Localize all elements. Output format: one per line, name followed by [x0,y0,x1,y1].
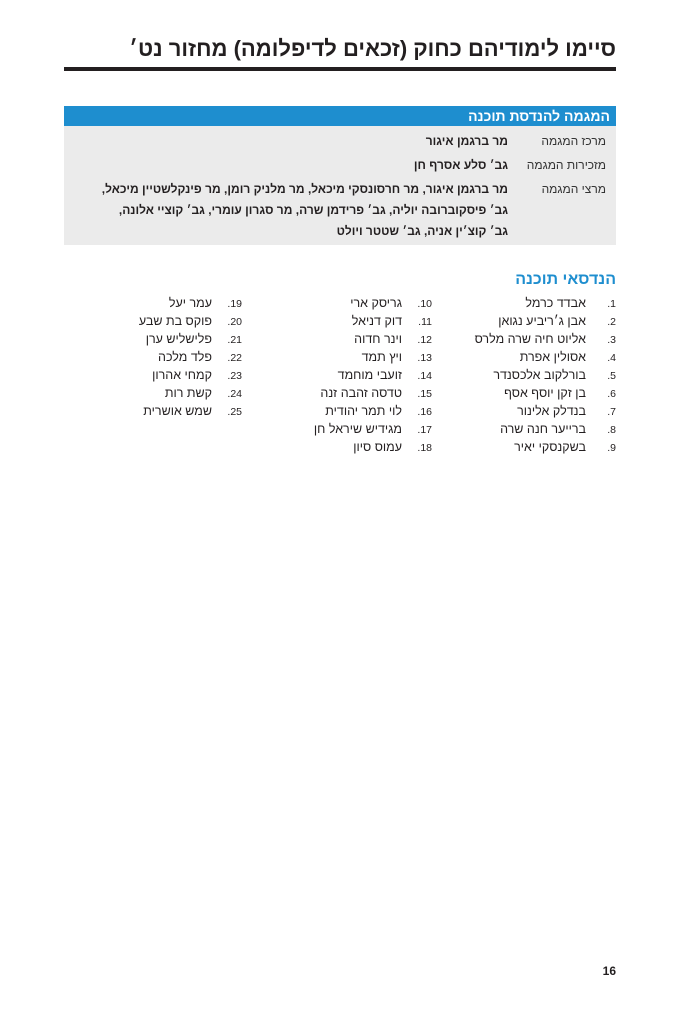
committee-value-line: גב׳ פיסקוברובה יוליה, גב׳ פרידמן שרה, מר סגרון עומרי, גב׳ קוציי אלונה, [118,203,508,217]
student-number: 21. [227,334,242,346]
student-number: 18. [417,442,432,454]
student-list-item [62,402,242,420]
student-name: ויץ תמד [361,350,402,364]
student-name: דוק דניאל [351,314,402,328]
student-list-item [62,294,242,312]
student-number: 4. [607,352,616,364]
page-title: סיימו לימודיהם כחוק (זכאים לדיפלומה) מחזור נט׳ [129,36,616,61]
student-number: 22. [227,352,242,364]
student-list-item [62,384,242,402]
student-name: וינר חדוה [354,332,402,346]
student-name: פוקס בת שבע [138,314,212,328]
student-column-1 [436,294,616,456]
student-name: מגידיש שיראל חן [313,422,402,436]
committee-row-coordinator [64,130,616,152]
student-number: 19. [227,298,242,310]
student-number: 2. [607,316,616,328]
student-name: בן זקן יוסף אסף [504,386,586,400]
student-list-item [436,294,616,312]
student-list-item [436,366,616,384]
committee-value: מר ברגמן איגור [425,134,508,148]
student-number: 1. [607,298,616,310]
student-number: 13. [417,352,432,364]
student-number: 20. [227,316,242,328]
student-number: 7. [607,406,616,418]
student-number: 14. [417,370,432,382]
student-number: 17. [417,424,432,436]
student-list-item [252,348,432,366]
student-list-item [252,330,432,348]
student-list-item [252,402,432,420]
student-name: אבן ג׳ריביע נגואן [498,314,586,328]
student-name: אליוט חיה שרה מלרס [474,332,586,346]
student-list-item [436,384,616,402]
committee-row-secretary [64,154,616,176]
student-list-item [436,312,616,330]
student-list-item [252,438,432,456]
student-name: שמש אושרית [143,404,212,418]
student-number: 25. [227,406,242,418]
student-number: 16. [417,406,432,418]
student-name: אבדד כרמל [525,296,586,310]
student-list-item [252,420,432,438]
student-list-item [252,312,432,330]
student-number: 11. [418,316,432,328]
committee-box [64,106,616,245]
student-number: 3. [607,334,616,346]
student-number: 6. [607,388,616,400]
student-list-item [62,348,242,366]
student-list-item [62,312,242,330]
students-heading: הנדסאי תוכנה [515,271,616,288]
student-name: פלישליש ערן [145,332,212,346]
student-name: ברייער חנה שרה [500,422,586,436]
student-number: 8. [607,424,616,436]
page-number: 16 [602,964,616,978]
student-name: קמחי אהרון [152,368,212,382]
student-number: 24. [227,388,242,400]
student-name: לוי תמר יהודית [325,404,402,418]
committee-label: מזכירות המגמה [526,158,606,172]
student-name: זועבי מוחמד [337,368,402,382]
student-name: קשת רות [164,386,212,400]
student-name: בשקנסקי יאיר [514,440,586,454]
committee-value-line: מר ברגמן איגור, מר חרסונסקי מיכאל, מר מלניק רומן, מר פינקלשטיין מיכאל, [101,182,508,196]
student-list-item [436,402,616,420]
student-name: טדסה זהבה זנה [320,386,402,400]
student-name: בנדלק אלינור [517,404,586,418]
committee-value-line: גב׳ קוצ׳ין אניה, גב׳ שטטר ויולט [336,224,508,238]
committee-value: גב׳ סלע אסרף חן [413,158,508,172]
student-list-item [252,384,432,402]
student-name: פלד מלכה [158,350,212,364]
student-number: 12. [417,334,432,346]
student-number: 23. [227,370,242,382]
student-number: 5. [607,370,616,382]
student-number: 9. [607,442,616,454]
student-list-item [252,294,432,312]
student-number: 10. [417,298,432,310]
student-list-item [436,330,616,348]
student-name: בורלקוב אלכסנדר [493,368,586,382]
student-list-item [436,438,616,456]
committee-header: המגמה להנדסת תוכנה [64,106,616,126]
student-name: גריסק ארי [350,296,402,310]
student-column-2 [252,294,432,456]
student-name: אסולין אפרת [519,350,586,364]
student-column-3 [62,294,242,420]
student-list-item [436,420,616,438]
committee-row-lecturers [64,178,616,244]
student-list-item [62,366,242,384]
student-list-item [252,366,432,384]
title-divider [64,67,616,71]
student-list-item [62,330,242,348]
student-name: עמוס סיון [353,440,402,454]
committee-label: מרצי המגמה [541,182,606,196]
student-list-item [436,348,616,366]
committee-label: מרכז המגמה [541,134,606,148]
student-name: עמר יעל [168,296,212,310]
student-number: 15. [417,388,432,400]
